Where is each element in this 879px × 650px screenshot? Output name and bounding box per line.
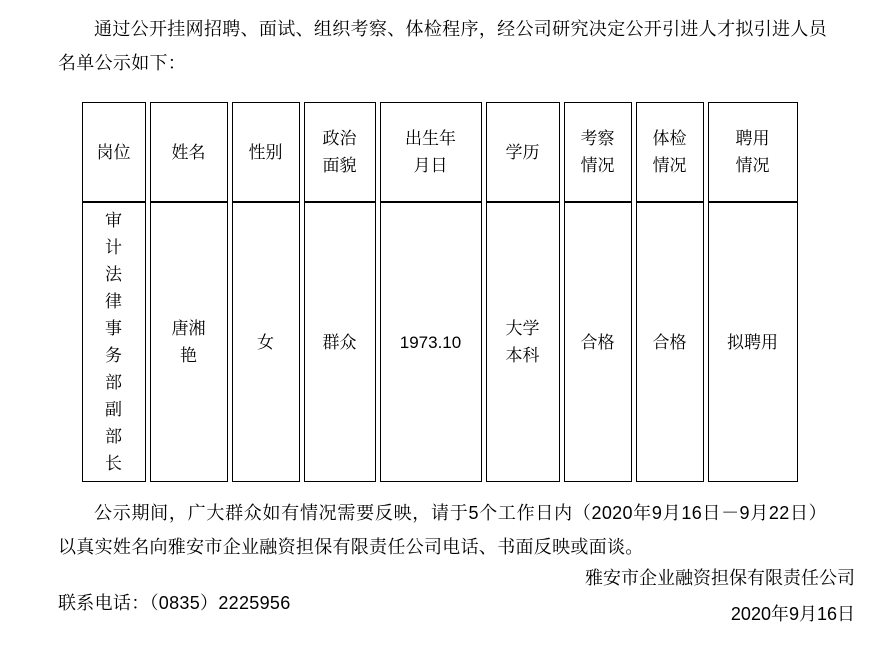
header-physical-line-1: 体检 <box>652 129 687 148</box>
header-cell-sex <box>232 102 300 202</box>
header-employment-line-2: 情况 <box>735 156 770 175</box>
header-cell-birth-date <box>380 102 482 202</box>
header-cell-name <box>150 102 228 202</box>
table-row <box>82 202 798 482</box>
post-char-6: 务 <box>105 346 122 365</box>
header-cell-employment <box>708 102 798 202</box>
post-char-2: 计 <box>105 238 122 257</box>
education-line-2: 本科 <box>505 346 540 365</box>
cell-post <box>82 202 146 482</box>
signature-organization: 雅安市企业融资担保有限责任公司 <box>585 568 855 588</box>
header-cell-political-status <box>304 102 376 202</box>
post-char-1: 审 <box>105 211 122 230</box>
cell-physical-exam: 合格 <box>636 202 704 482</box>
signature-date: 2020年9月16日 <box>730 604 855 624</box>
cell-birth-date: 1973.10 <box>380 202 482 482</box>
header-inspection-line-2: 情况 <box>580 156 615 175</box>
post-char-10: 长 <box>105 454 122 473</box>
post-char-8: 副 <box>105 400 122 419</box>
cell-name <box>150 202 228 482</box>
candidate-table <box>78 102 802 482</box>
header-sex-line-1: 性别 <box>248 142 283 162</box>
header-cell-post <box>82 102 146 202</box>
name-line-1: 唐湘 <box>171 319 206 338</box>
name-line-2: 艳 <box>180 346 197 365</box>
header-employment-line-1: 聘用 <box>735 129 770 148</box>
candidate-table-wrapper <box>10 80 869 496</box>
header-education-line-1: 学历 <box>505 142 540 162</box>
cell-inspection: 合格 <box>564 202 632 482</box>
header-physical-line-2: 情况 <box>652 156 687 175</box>
contact-line: 联系电话：（0835）2225956 <box>58 593 291 613</box>
cell-education <box>486 202 560 482</box>
header-political-line-2: 面貌 <box>322 156 357 175</box>
post-char-7: 部 <box>105 373 122 392</box>
cell-sex: 女 <box>232 202 300 482</box>
table-header-row <box>82 102 798 202</box>
header-cell-education <box>486 102 560 202</box>
post-char-4: 律 <box>105 292 122 311</box>
post-char-5: 事 <box>105 319 122 338</box>
notice-paragraph: 公示期间，广大群众如有情况需要反映，请于5个工作日内（2020年9月16日－9月22日）以真实姓名向雅安市企业融资担保有限责任公司电话、书面反映或面谈。 <box>58 503 827 557</box>
header-inspection-line-1: 考察 <box>580 129 615 148</box>
post-char-9: 部 <box>105 427 122 446</box>
header-political-line-1: 政治 <box>322 129 357 148</box>
header-post-line-1: 岗位 <box>96 142 131 162</box>
signature-block <box>585 560 855 632</box>
header-cell-physical-exam <box>636 102 704 202</box>
header-birth-line-1: 出生年 <box>405 129 456 148</box>
cell-political-status: 群众 <box>304 202 376 482</box>
education-line-1: 大学 <box>505 319 540 338</box>
post-char-3: 法 <box>105 265 122 284</box>
header-birth-line-2: 月日 <box>413 156 448 175</box>
cell-employment: 拟聘用 <box>708 202 798 482</box>
header-cell-inspection <box>564 102 632 202</box>
header-name-line-1: 姓名 <box>171 142 206 162</box>
intro-paragraph: 通过公开挂网招聘、面试、组织考察、体检程序，经公司研究决定公开引进人才拟引进人员名单公示如下： <box>58 19 827 73</box>
